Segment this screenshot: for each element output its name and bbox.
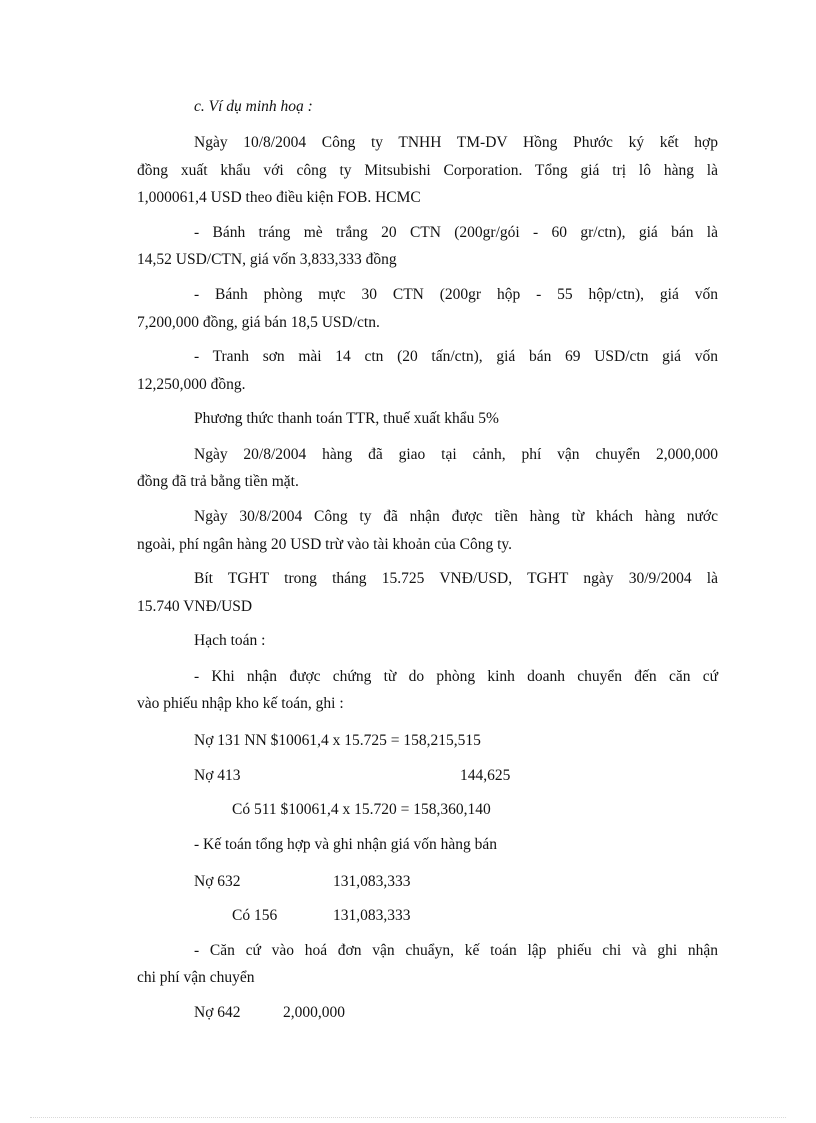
entry-debit-632-value: 131,083,333 (333, 873, 411, 890)
para1-line2: đồng xuất khẩu với công ty Mitsubishi Corporation. Tổng giá trị lô hàng là (137, 162, 718, 179)
accounting-title: Hạch toán : (194, 632, 266, 649)
item2-line2: 7,200,000 đồng, giá bán 18,5 USD/ctn. (137, 314, 380, 331)
entry-debit-413-label: Nợ 413 (194, 767, 241, 784)
item1-line2: 14,52 USD/CTN, giá vốn 3,833,333 đồng (137, 251, 397, 268)
para1-line1: Ngày 10/8/2004 Công ty TNHH TM-DV Hồng Phước ký kết hợp (194, 134, 718, 151)
delivery-line1: Ngày 20/8/2004 hàng đã giao tại cảnh, phí vận chuyển 2,000,000 (194, 446, 718, 463)
item3-line2: 12,250,000 đồng. (137, 376, 246, 393)
step1-line2: vào phiếu nhập kho kế toán, ghi : (137, 695, 344, 712)
entry-credit-156-value: 131,083,333 (333, 907, 411, 924)
delivery-line2: đồng đã trả bằng tiền mặt. (137, 473, 299, 490)
page-bottom-rule (30, 1117, 786, 1118)
entry-debit-632-label: Nợ 632 (194, 873, 241, 890)
rates-line1: Bít TGHT trong tháng 15.725 VNĐ/USD, TGHT ngày 30/9/2004 là (194, 570, 718, 587)
item3-line1: - Tranh sơn mài 14 ctn (20 tấn/ctn), giá bán 69 USD/ctn giá vốn (194, 348, 718, 365)
payment-terms: Phương thức thanh toán TTR, thuế xuất khẩu 5% (194, 410, 499, 427)
entry-credit-511: Có 511 $10061,4 x 15.720 = 158,360,140 (232, 801, 491, 818)
rates-line2: 15.740 VNĐ/USD (137, 598, 253, 615)
receipt-line1: Ngày 30/8/2004 Công ty đã nhận được tiền hàng từ khách hàng nước (194, 508, 718, 525)
step1-line1: - Khi nhận được chứng từ do phòng kinh doanh chuyển đến căn cứ (194, 668, 718, 685)
step3-line1: - Căn cứ vào hoá đơn vận chuẩyn, kế toán lập phiếu chi và ghi nhận (194, 942, 718, 959)
section-heading: c. Ví dụ minh hoạ : (194, 98, 313, 115)
item1-line1: - Bánh tráng mè trắng 20 CTN (200gr/gói - 60 gr/ctn), giá bán là (194, 224, 718, 241)
entry-debit-642-value: 2,000,000 (283, 1004, 345, 1021)
receipt-line2: ngoài, phí ngân hàng 20 USD trừ vào tài khoản của Công ty. (137, 536, 513, 553)
entry-debit-413-value: 144,625 (460, 767, 511, 784)
entry-credit-156-label: Có 156 (232, 907, 278, 924)
entry-debit-642-label: Nợ 642 (194, 1004, 241, 1021)
para1-line3: 1,000061,4 USD theo điều kiện FOB. HCMC (137, 189, 421, 206)
item2-line1: - Bánh phòng mực 30 CTN (200gr hộp - 55 hộp/ctn), giá vốn (194, 286, 718, 303)
step2-text: - Kế toán tổng hợp và ghi nhận giá vốn hàng bán (194, 836, 498, 853)
entry-debit-131: Nợ 131 NN $10061,4 x 15.725 = 158,215,515 (194, 732, 481, 749)
step3-line2: chi phí vận chuyển (137, 969, 255, 986)
